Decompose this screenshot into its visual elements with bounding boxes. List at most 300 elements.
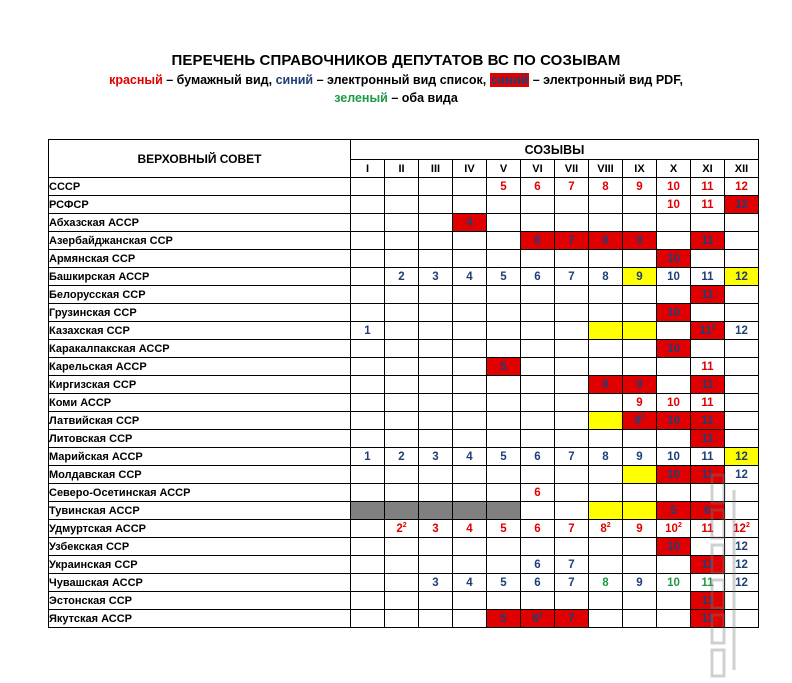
table-row [49, 214, 759, 232]
table-cell [521, 322, 555, 340]
table-cell [385, 232, 419, 250]
convocations-table [48, 139, 759, 628]
table-cell [589, 340, 623, 358]
table-cell [385, 412, 419, 430]
table-cell [419, 430, 453, 448]
table-cell [725, 358, 759, 376]
cell-value: 6 [534, 234, 541, 247]
table-cell [385, 484, 419, 502]
cell-value: 11 [701, 612, 714, 625]
table-cell [657, 250, 691, 268]
table-cell [419, 178, 453, 196]
table-cell [521, 520, 555, 538]
table-cell [351, 610, 385, 628]
column-header-xi: XI [691, 160, 725, 178]
table-row [49, 358, 759, 376]
table-cell [351, 214, 385, 232]
column-header-v: V [487, 160, 521, 178]
cell-value: 8 [602, 270, 609, 283]
table-cell [487, 232, 521, 250]
table-cell [555, 556, 589, 574]
table-cell [623, 178, 657, 196]
column-header-ii: II [385, 160, 419, 178]
row-label: Карельская АССР [49, 358, 351, 376]
table-cell [589, 232, 623, 250]
row-label: Северо-Осетинская АССР [49, 484, 351, 502]
cell-value: 4 [466, 216, 473, 229]
table-cell [657, 574, 691, 592]
cell-value: 8 [602, 378, 609, 391]
table-cell [623, 358, 657, 376]
table-cell [623, 538, 657, 556]
table-cell [555, 448, 589, 466]
table-cell [385, 214, 419, 232]
table-cell [521, 466, 555, 484]
table-cell [351, 412, 385, 430]
cell-value: 4 [466, 450, 473, 463]
table-cell [453, 484, 487, 502]
table-cell [623, 502, 657, 520]
table-cell [487, 592, 521, 610]
cell-value: 4 [466, 522, 473, 535]
cell-value: 3 [432, 576, 439, 589]
cell-value: 5 [500, 180, 507, 193]
table-cell [521, 538, 555, 556]
table-cell [589, 196, 623, 214]
cell-value: 10 [667, 198, 680, 211]
table-cell [351, 430, 385, 448]
table-cell [589, 286, 623, 304]
table-cell [623, 574, 657, 592]
convocations-header: СОЗЫВЫ [351, 140, 759, 160]
cell-value: 9 [636, 396, 643, 409]
cell-value: 6 [534, 558, 541, 571]
table-cell [725, 232, 759, 250]
cell-value: 6 [534, 486, 541, 499]
table-cell [419, 502, 453, 520]
table-row [49, 592, 759, 610]
table-cell [691, 286, 725, 304]
table-cell [351, 340, 385, 358]
table-cell [725, 502, 759, 520]
cell-value: 7 [568, 180, 575, 193]
cell-value: 9 [636, 378, 643, 391]
table-cell [623, 286, 657, 304]
table-cell [453, 196, 487, 214]
cell-superscript: 2 [677, 521, 682, 529]
table-cell [657, 358, 691, 376]
row-label: Удмуртская АССР [49, 520, 351, 538]
legend-line-2 [0, 91, 792, 105]
table-cell [725, 268, 759, 286]
cell-value: 11 [701, 396, 714, 409]
table-cell [487, 250, 521, 268]
table-cell [453, 466, 487, 484]
cell-value: 8 [600, 522, 607, 535]
table-cell [555, 340, 589, 358]
table-cell [691, 430, 725, 448]
table-cell [725, 394, 759, 412]
table-cell [521, 196, 555, 214]
table-cell [487, 376, 521, 394]
table-cell [351, 394, 385, 412]
table-cell [419, 448, 453, 466]
table-cell [487, 322, 521, 340]
table-cell [623, 610, 657, 628]
table-cell [555, 322, 589, 340]
cell-value: 12 [733, 522, 746, 535]
table-cell [657, 502, 691, 520]
cell-value: 11 [701, 378, 714, 391]
table-cell [385, 430, 419, 448]
table-cell [351, 358, 385, 376]
table-cell [725, 430, 759, 448]
cell-value: 1 [364, 450, 371, 463]
table-cell [453, 412, 487, 430]
table-cell [385, 610, 419, 628]
table-cell [351, 592, 385, 610]
table-cell [623, 340, 657, 358]
table-cell [657, 232, 691, 250]
table-row [49, 394, 759, 412]
table-cell [725, 448, 759, 466]
table-cell [351, 574, 385, 592]
table-cell [453, 178, 487, 196]
table-cell [725, 250, 759, 268]
table-cell [419, 394, 453, 412]
table-cell [453, 250, 487, 268]
table-cell [589, 466, 623, 484]
cell-value: 12 [735, 198, 748, 211]
table-cell [657, 538, 691, 556]
table-cell [453, 376, 487, 394]
cell-value: 10 [667, 180, 680, 193]
cell-value: 2 [396, 522, 403, 535]
table-row [49, 484, 759, 502]
table-cell [657, 448, 691, 466]
cell-value: 5 [500, 360, 507, 373]
table-cell [419, 232, 453, 250]
table-cell [385, 304, 419, 322]
table-cell [487, 448, 521, 466]
table-cell [555, 610, 589, 628]
table-cell [419, 358, 453, 376]
cell-value: 10 [667, 450, 680, 463]
table-cell [453, 394, 487, 412]
table-cell [725, 196, 759, 214]
table-cell [453, 448, 487, 466]
table-row [49, 448, 759, 466]
table-cell [351, 538, 385, 556]
table-cell [487, 430, 521, 448]
table-cell [725, 286, 759, 304]
column-header-viii: VIII [589, 160, 623, 178]
table-cell [657, 340, 691, 358]
cell-value: 12 [735, 558, 748, 571]
table-cell [623, 520, 657, 538]
table-cell [419, 196, 453, 214]
cell-value: 5 [500, 270, 507, 283]
table-cell [521, 250, 555, 268]
table-cell [385, 592, 419, 610]
table-cell [453, 610, 487, 628]
cell-value: 7 [568, 558, 575, 571]
table-cell [657, 610, 691, 628]
cell-value: 7 [568, 270, 575, 283]
table-row [49, 304, 759, 322]
table-cell [589, 412, 623, 430]
table-cell [691, 466, 725, 484]
table-cell [419, 286, 453, 304]
table-cell [691, 448, 725, 466]
table-cell [725, 304, 759, 322]
table-cell [691, 376, 725, 394]
cell-value: 12 [735, 270, 748, 283]
table-row [49, 412, 759, 430]
cell-value: 11 [701, 360, 714, 373]
table-cell [487, 484, 521, 502]
table-cell [657, 412, 691, 430]
row-label: Литовская ССР [49, 430, 351, 448]
table-cell [725, 412, 759, 430]
table-cell [657, 322, 691, 340]
table-cell [691, 412, 725, 430]
table-cell [725, 610, 759, 628]
cell-superscript: 2 [711, 323, 716, 331]
table-cell [691, 322, 725, 340]
page-title: ПЕРЕЧЕНЬ СПРАВОЧНИКОВ ДЕПУТАТОВ ВС ПО СОЗЫВАМ [171, 52, 621, 69]
table-row [49, 610, 759, 628]
table-cell [691, 520, 725, 538]
table-cell [725, 376, 759, 394]
row-label: Украинская ССР [49, 556, 351, 574]
table-cell [521, 340, 555, 358]
table-cell [385, 286, 419, 304]
table-row [49, 268, 759, 286]
table-cell [487, 538, 521, 556]
cell-value: 11 [701, 468, 714, 481]
table-cell [453, 232, 487, 250]
table-cell [385, 250, 419, 268]
table-cell [521, 610, 555, 628]
cell-value: 11 [701, 180, 714, 193]
table-row [49, 520, 759, 538]
table-cell [623, 430, 657, 448]
table-cell [691, 394, 725, 412]
table-cell [385, 538, 419, 556]
cell-value: 11 [701, 576, 714, 589]
cell-value: 10 [667, 342, 680, 355]
cell-value: 10 [667, 270, 680, 283]
table-cell [555, 196, 589, 214]
table-cell [623, 304, 657, 322]
table-cell [555, 502, 589, 520]
table-cell [691, 538, 725, 556]
table-cell [657, 196, 691, 214]
table-cell [589, 322, 623, 340]
table-cell [521, 592, 555, 610]
row-label: Латвийская ССР [49, 412, 351, 430]
cell-value: 6 [534, 522, 541, 535]
table-cell [521, 286, 555, 304]
row-label: Чувашская АССР [49, 574, 351, 592]
column-header-xii: XII [725, 160, 759, 178]
cell-value: 11 [701, 450, 714, 463]
table-cell [419, 592, 453, 610]
table-cell [691, 502, 725, 520]
table-row [49, 502, 759, 520]
cell-value: 9 [636, 522, 643, 535]
table-cell [521, 502, 555, 520]
table-cell [657, 466, 691, 484]
cell-value: 8 [602, 180, 609, 193]
cell-value: 6 [532, 612, 539, 625]
cell-superscript: 2 [402, 521, 407, 529]
table-cell [419, 376, 453, 394]
table-cell [521, 358, 555, 376]
cell-value: 12 [735, 450, 748, 463]
row-label: Каракалпакская АССР [49, 340, 351, 358]
table-cell [555, 394, 589, 412]
table-cell [419, 610, 453, 628]
cell-value: 4 [466, 576, 473, 589]
table-row [49, 322, 759, 340]
table-cell [555, 250, 589, 268]
table-cell [453, 304, 487, 322]
table-cell [589, 556, 623, 574]
cell-value: 7 [568, 576, 575, 589]
cell-value: 3 [432, 450, 439, 463]
table-cell [589, 574, 623, 592]
table-cell [657, 520, 691, 538]
cell-value: 5 [500, 612, 507, 625]
row-label: Армянская ССР [49, 250, 351, 268]
table-cell [521, 556, 555, 574]
table-cell [589, 520, 623, 538]
cell-value: 10 [667, 540, 680, 553]
table-cell [589, 178, 623, 196]
cell-value: 12 [735, 180, 748, 193]
table-cell [725, 466, 759, 484]
cell-value: 6 [534, 450, 541, 463]
table-cell [453, 592, 487, 610]
cell-value: 5 [670, 504, 677, 517]
table-cell [623, 394, 657, 412]
table-cell [691, 196, 725, 214]
row-label: Белорусская ССР [49, 286, 351, 304]
table-cell [385, 394, 419, 412]
row-label: Абхазская АССР [49, 214, 351, 232]
cell-value: 6 [534, 180, 541, 193]
table-cell [385, 502, 419, 520]
table-cell [555, 178, 589, 196]
table-cell [691, 268, 725, 286]
table-cell [555, 304, 589, 322]
cell-superscript: 2 [538, 611, 543, 619]
table-cell [351, 502, 385, 520]
table-cell [351, 484, 385, 502]
cell-value: 8 [602, 576, 609, 589]
cell-value: 10 [667, 252, 680, 265]
cell-value: 11 [701, 414, 714, 427]
table-cell [589, 304, 623, 322]
cell-value: 11 [701, 522, 714, 535]
column-header-iv: IV [453, 160, 487, 178]
table-cell [487, 214, 521, 232]
table-cell [691, 214, 725, 232]
table-body [49, 178, 759, 628]
column-header-iii: III [419, 160, 453, 178]
legend-blue-word: синий [275, 73, 314, 87]
table-cell [589, 250, 623, 268]
table-cell [589, 592, 623, 610]
cell-value: 12 [735, 468, 748, 481]
cell-value: 7 [568, 522, 575, 535]
table-cell [351, 304, 385, 322]
table-cell [623, 268, 657, 286]
table-cell [589, 394, 623, 412]
column-header-i: I [351, 160, 385, 178]
table-cell [419, 538, 453, 556]
cell-value: 9 [636, 576, 643, 589]
table-cell [691, 178, 725, 196]
table-cell [351, 466, 385, 484]
cell-value: 10 [667, 576, 680, 589]
cell-value: 11 [701, 594, 714, 607]
cell-value: 3 [432, 270, 439, 283]
table-cell [419, 268, 453, 286]
table-cell [419, 520, 453, 538]
row-label: Казахская ССР [49, 322, 351, 340]
row-label: РСФСР [49, 196, 351, 214]
table-row [49, 232, 759, 250]
table-cell [487, 196, 521, 214]
cell-value: 5 [500, 450, 507, 463]
table-cell [657, 214, 691, 232]
row-label: Грузинская ССР [49, 304, 351, 322]
cell-value: 9 [636, 450, 643, 463]
table-cell [589, 268, 623, 286]
table-cell [453, 268, 487, 286]
table-cell [725, 178, 759, 196]
cell-value: 10 [667, 468, 680, 481]
column-header-x: X [657, 160, 691, 178]
table-cell [555, 232, 589, 250]
cell-superscript: 2 [745, 521, 750, 529]
table-cell [487, 340, 521, 358]
table-cell [521, 304, 555, 322]
table-cell [555, 358, 589, 376]
table-cell [487, 358, 521, 376]
table-cell [623, 412, 657, 430]
table-cell [453, 574, 487, 592]
cell-value: 10 [667, 396, 680, 409]
table-row [49, 466, 759, 484]
table-cell [487, 610, 521, 628]
table-cell [725, 556, 759, 574]
table-cell [385, 358, 419, 376]
table-cell [521, 430, 555, 448]
table-cell [589, 358, 623, 376]
table-cell [385, 268, 419, 286]
table-cell [657, 268, 691, 286]
table-cell [623, 232, 657, 250]
table-cell [623, 556, 657, 574]
table-cell [521, 178, 555, 196]
table-cell [657, 556, 691, 574]
cell-value: 2 [398, 270, 405, 283]
table-cell [419, 412, 453, 430]
